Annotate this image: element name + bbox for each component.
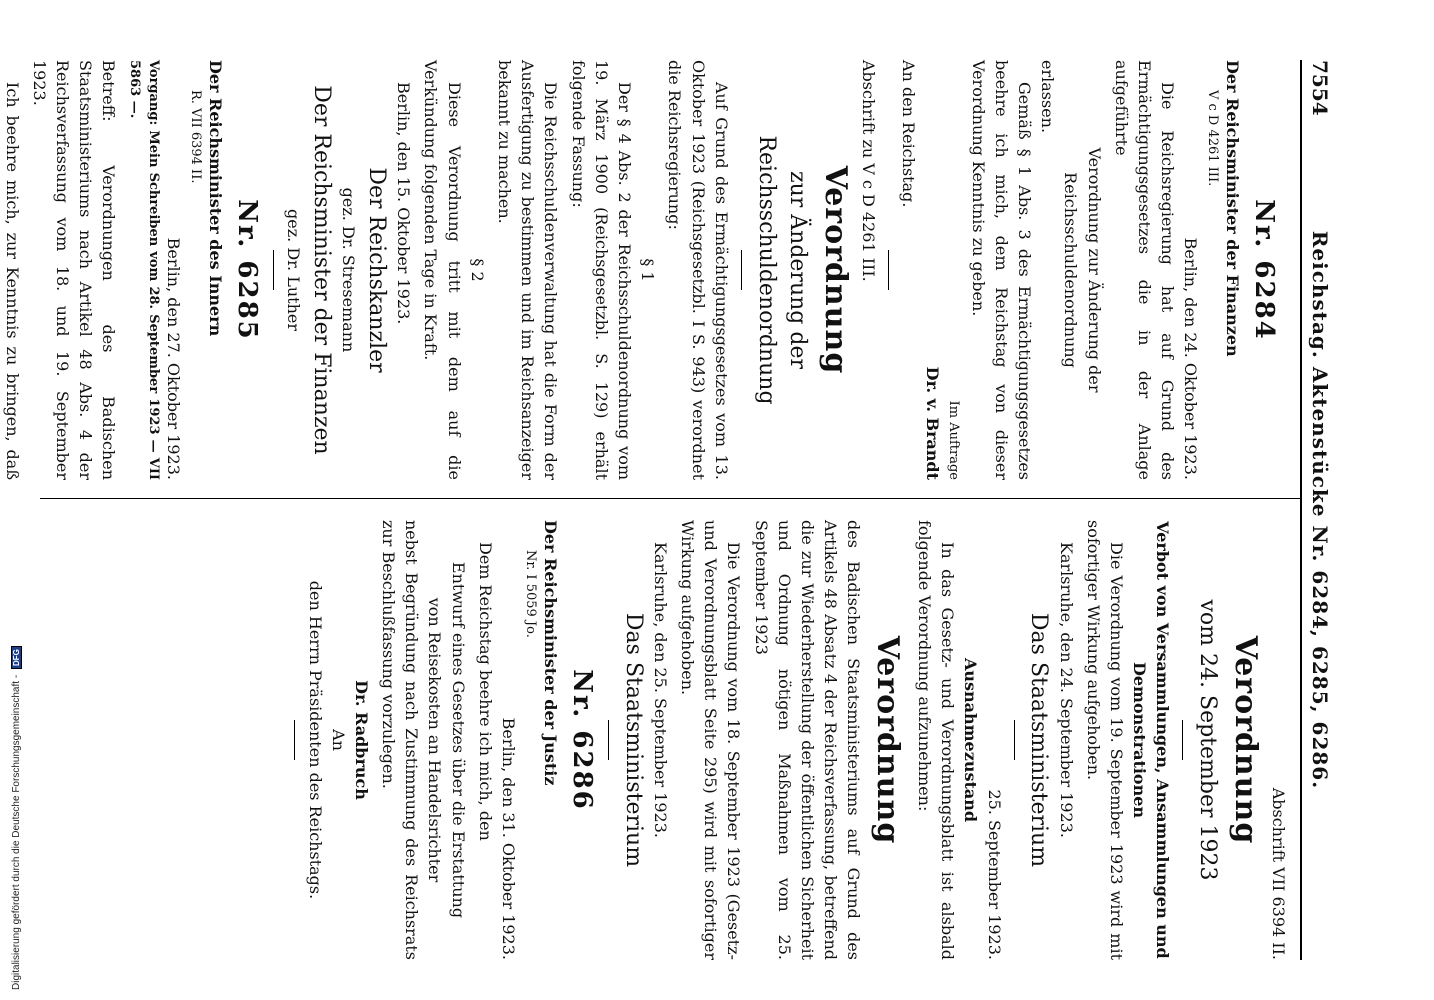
addressee-praesident-right: den Herrn Präsidenten des Reichstags. — [305, 580, 325, 900]
addressee-reichstag: An den Reichstag. — [899, 60, 919, 208]
divider-rule — [1182, 720, 1183, 760]
abschrift-ref: Abschrift zu V c D 4261 III. — [859, 60, 879, 282]
verordnung-2-body: Die Verordnung vom 18. September 1923 (Gesetz- und Verordnungsblatt Seite 295) wird mit sofortiger Wirkung aufgehoben. — [678, 520, 744, 960]
ministry-ref: V c D 4261 III. — [1205, 90, 1221, 187]
place-date: Berlin, den 15. Oktober 1923. — [394, 82, 414, 325]
divider-rule — [608, 720, 609, 760]
signer-radbruch: Dr. Radbruch — [351, 680, 371, 800]
letter-body-2: Gemäß § 1 Abs. 3 des Ermächtigungsgesetzes beehre ich mich, dem Reichstag von dieser Verordnung Kenntnis zu geben. — [968, 60, 1034, 480]
letter-body-4: Dem Reichstag beehre ich mich, den — [475, 542, 495, 841]
paragraph-2-text: Diese Verordnung tritt mit dem auf die Verkündung folgenden Tage in Kraft. — [421, 60, 464, 480]
letter-date-2: Berlin, den 27. Oktober 1923. — [164, 237, 184, 480]
finanzminister-title: Der Reichsminister der Finanzen — [309, 85, 335, 455]
verbot-text: Die Verordnung vom 19. September 1923 wird mit sofortiger Wirkung aufgehoben. — [1083, 520, 1127, 960]
section-nr-6286: Nr. 6286 — [566, 669, 597, 811]
page-number: 7554 — [1308, 60, 1332, 116]
verordnung-subheading: zur Änderung der Reichsschuldenordnung — [753, 135, 811, 405]
paragraph-1-quote: Die Reichsschuldenverwaltung hat die Form der Ausfertigung zu bestimmen und im Reichsanzeiger bekannt zu machen. — [495, 60, 561, 480]
betreff: Betreff: Verordnungen des Badischen Staatsministeriums nach Artikel 48 Abs. 4 der Reichsverfassung vom 18. und 19. September 1923. — [29, 60, 119, 480]
verordnung-heading-right: Verordnung — [1227, 635, 1263, 845]
divider-rule — [294, 720, 295, 760]
preamble: Auf Grund des Ermächtigungsgesetzes vom 13. Oktober 1923 (Reichsgesetzbl. I S. 943) verordnet die Reichsregierung: — [665, 60, 731, 480]
ministry-finance: Der Reichsminister der Finanzen — [1223, 60, 1243, 357]
place-date-right-2: Karlsruhe, den 25. September 1923. — [650, 542, 670, 838]
paragraph-1-label: § 1 — [638, 258, 658, 282]
letter-body-4-center: Entwurf eines Gesetzes über die Erstattung von Reisekosten an Handelsrichter — [425, 561, 468, 919]
ministry-justice-ref: Nr. I 5059 Jo. — [522, 550, 538, 638]
divider-rule — [888, 250, 889, 290]
letter-body-1-end: erlassen. — [1038, 60, 1058, 134]
signer-brandt: Dr. v. Brandt — [922, 366, 942, 480]
abschrift-ref-right: Abschrift VII 6394 II. — [1269, 787, 1288, 960]
ministry-interior: Der Reichsminister des Innern — [206, 60, 226, 337]
column-divider — [40, 498, 1300, 499]
verordnung-heading-right-2: Verordnung — [869, 635, 905, 845]
section-nr-6285: Nr. 6285 — [231, 199, 262, 341]
an-label-right: An — [328, 729, 348, 751]
paragraph-2-label: § 2 — [467, 258, 487, 282]
page-title: Reichstag. Aktenstücke Nr. 6284, 6285, 6286. — [1308, 230, 1332, 790]
right-column — [286, 520, 1290, 960]
verordnung-date-line: vom 24. September 1923 — [1195, 599, 1221, 881]
kanzler-name: gez. Dr. Stresemann — [339, 187, 359, 353]
ministry-interior-ref: R. VII 6394 II. — [188, 90, 204, 184]
finanzminister-name: gez. Dr. Luther — [284, 209, 304, 331]
letter-date: Berlin, den 24. Oktober 1923. — [1181, 237, 1201, 480]
kanzler-title: Der Reichskanzler — [364, 167, 390, 373]
letter-body-3: Ich beehre mich, zur Kenntnis zu bringen, daß — [2, 82, 22, 480]
ausnahmezustand-text: In das Gesetz- und Verordnungsblatt ist alsbald folgende Verordnung aufzunehmen: — [915, 520, 958, 960]
section-nr-6284: Nr. 6284 — [1249, 199, 1279, 341]
staatsministerium-1: Das Staatsministerium — [1026, 612, 1052, 868]
verbot-heading: Verbot von Versammlungen, Ansammlungen und Demonstrationen — [1130, 521, 1173, 959]
divider-rule — [273, 250, 274, 290]
letter-date-3: Berlin, den 31. Oktober 1923. — [499, 717, 519, 960]
dfg-logo: DFG — [11, 646, 22, 669]
page-header — [1300, 60, 1338, 960]
im-auftrage: Im Auftrage — [946, 400, 962, 480]
paragraph-1-text: Der § 4 Abs. 2 der Reichsschuldenordnung vom 19. März 1900 (Reichsgesetzbl. S. 129) erhält folgende Fassung: — [568, 60, 634, 480]
verordnung-2-text: des Badischen Staatsministeriums auf Grund des Artikels 48 Absatz 4 der Reichsverfassung, betreffend die zur Wiederherstellung der öffentlichen Sicherheit und Ordnung nötigen Maßnahmen vom 25. September 1923 — [751, 520, 864, 960]
digitization-note-text: Digitalisierung gefördert durch die Deutsche Forschungsgemeinschaft - — [11, 674, 22, 990]
divider-rule — [1014, 720, 1015, 760]
letter-body-1-center: Verordnung zur Änderung der Reichsschuldenordnung — [1061, 147, 1104, 393]
ministry-justice: Der Reichsminister der Justiz — [541, 520, 561, 786]
date-sep-25: 25. September 1923. — [984, 789, 1004, 960]
divider-rule — [741, 250, 742, 290]
staatsministerium-2: Das Staatsministerium — [620, 612, 646, 868]
letter-body-1: Die Reichsregierung hat auf Grund des Ermächtigungsgesetzes die in der Anlage aufgeführte — [1111, 60, 1178, 480]
letter-body-4-end: nebst Begründung nach Zustimmung des Reichsrats zur Beschlußfassung vorzulegen. — [379, 520, 422, 960]
place-date-right-1: Karlsruhe, den 24. September 1923. — [1056, 542, 1076, 838]
vorgang: Vorgang: Mein Schreiben vom 28. September 1923 — VII 5863 —. — [127, 60, 162, 480]
ausnahmezustand-heading: Ausnahmezustand — [961, 657, 981, 823]
left-column — [0, 60, 1290, 480]
verordnung-heading: Verordnung — [818, 165, 853, 375]
